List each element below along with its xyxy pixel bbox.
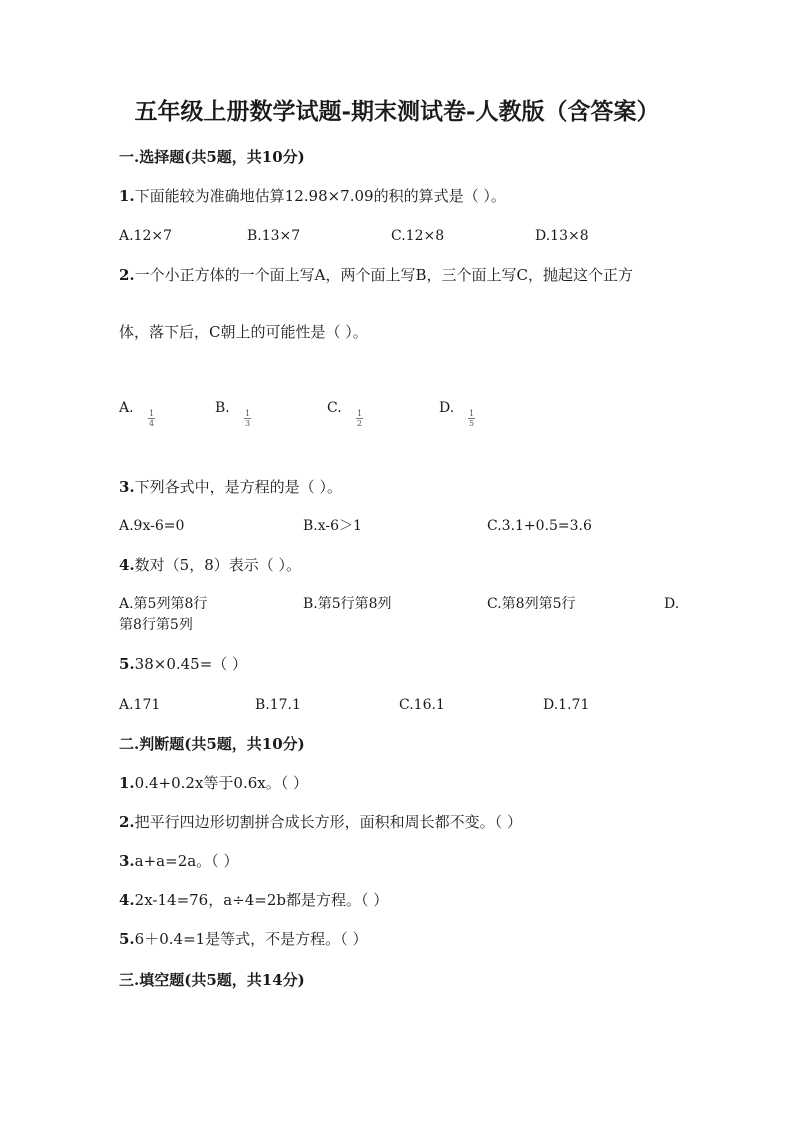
question-text: 0.4+0.2x等于0.6x。（ ） [134, 774, 308, 792]
q5-option-d: D.1.71 [543, 697, 590, 713]
q4-option-d: D. [664, 596, 680, 612]
judgement-item-2 [119, 812, 522, 832]
q2-option-c: C. [327, 400, 342, 416]
question-4 [119, 555, 301, 575]
page-title: 五年级上册数学试题-期末测试卷-人教版（含答案） [134, 98, 660, 125]
question-2 [119, 265, 633, 285]
q1-option-c: C.12×8 [391, 228, 445, 244]
denominator: 5 [468, 419, 475, 428]
q2-option-b: B. [215, 400, 230, 416]
numerator: 1 [148, 409, 155, 418]
question-text: 下列各式中，是方程的是（ ）。 [134, 478, 342, 496]
question-2-line-2: 体，落下后，C朝上的可能性是（ ）。 [119, 323, 368, 341]
question-number: 3. [119, 852, 135, 870]
q2-option-d-fraction [468, 409, 475, 428]
denominator: 4 [148, 419, 155, 428]
question-text: 6＋0.4=1是等式，不是方程。（ ） [134, 930, 368, 948]
numerator: 1 [468, 409, 475, 418]
q4-option-c: C.第8列第5行 [487, 596, 576, 612]
section-heading-fill-blank: 三.填空题(共5题，共14分) [119, 971, 305, 989]
q5-option-b: B.17.1 [255, 697, 301, 713]
q1-option-d: D.13×8 [535, 228, 589, 244]
question-text: 数对（5，8）表示（ ）。 [134, 556, 302, 574]
question-number: 5. [119, 655, 135, 673]
q2-option-a: A. [119, 400, 134, 416]
denominator: 2 [356, 419, 363, 428]
q2-option-b-fraction [244, 409, 251, 428]
q3-option-b: B.x-6＞1 [303, 518, 362, 534]
judgement-item-1 [119, 773, 308, 793]
q2-option-d: D. [439, 400, 455, 416]
q2-option-a-fraction [148, 409, 155, 428]
question-number: 1. [119, 774, 135, 792]
judgement-item-3 [119, 851, 238, 871]
question-text: 下面能较为准确地估算12.98×7.09的积的算式是（ ）。 [134, 187, 506, 205]
question-text: 一个小正方体的一个面上写A，两个面上写B，三个面上写C，抛起这个正方 [134, 266, 634, 284]
judgement-item-5 [119, 929, 367, 949]
question-number: 4. [119, 891, 135, 909]
question-number: 3. [119, 478, 135, 496]
q4-option-d-text: 第8行第5列 [119, 617, 193, 633]
question-number: 2. [119, 813, 135, 831]
q5-option-a: A.171 [119, 697, 161, 713]
section-heading-choice: 一.选择题(共5题，共10分) [119, 148, 305, 166]
denominator: 3 [244, 419, 251, 428]
question-number: 1. [119, 187, 135, 205]
q2-option-c-fraction [356, 409, 363, 428]
question-1 [119, 186, 506, 206]
q4-option-b: B.第5行第8列 [303, 596, 392, 612]
question-text: 2x-14=76，a÷4=2b都是方程。（ ） [134, 891, 389, 909]
question-3 [119, 477, 342, 497]
question-text: a+a=2a。（ ） [134, 852, 239, 870]
question-text: 把平行四边形切割拼合成长方形，面积和周长都不变。（ ） [134, 813, 522, 831]
q5-option-c: C.16.1 [399, 697, 445, 713]
q4-option-a: A.第5列第8行 [119, 596, 208, 612]
question-number: 2. [119, 266, 135, 284]
numerator: 1 [244, 409, 251, 418]
section-heading-judgement: 二.判断题(共5题，共10分) [119, 735, 305, 753]
q1-option-a: A.12×7 [119, 228, 173, 244]
q3-option-a: A.9x-6=0 [119, 518, 185, 534]
question-number: 4. [119, 556, 135, 574]
q3-option-c: C.3.1+0.5=3.6 [487, 518, 592, 534]
q1-option-b: B.13×7 [247, 228, 301, 244]
numerator: 1 [356, 409, 363, 418]
judgement-item-4 [119, 890, 388, 910]
question-text: 38×0.45=（ ） [134, 655, 248, 673]
question-5 [119, 654, 247, 674]
question-number: 5. [119, 930, 135, 948]
